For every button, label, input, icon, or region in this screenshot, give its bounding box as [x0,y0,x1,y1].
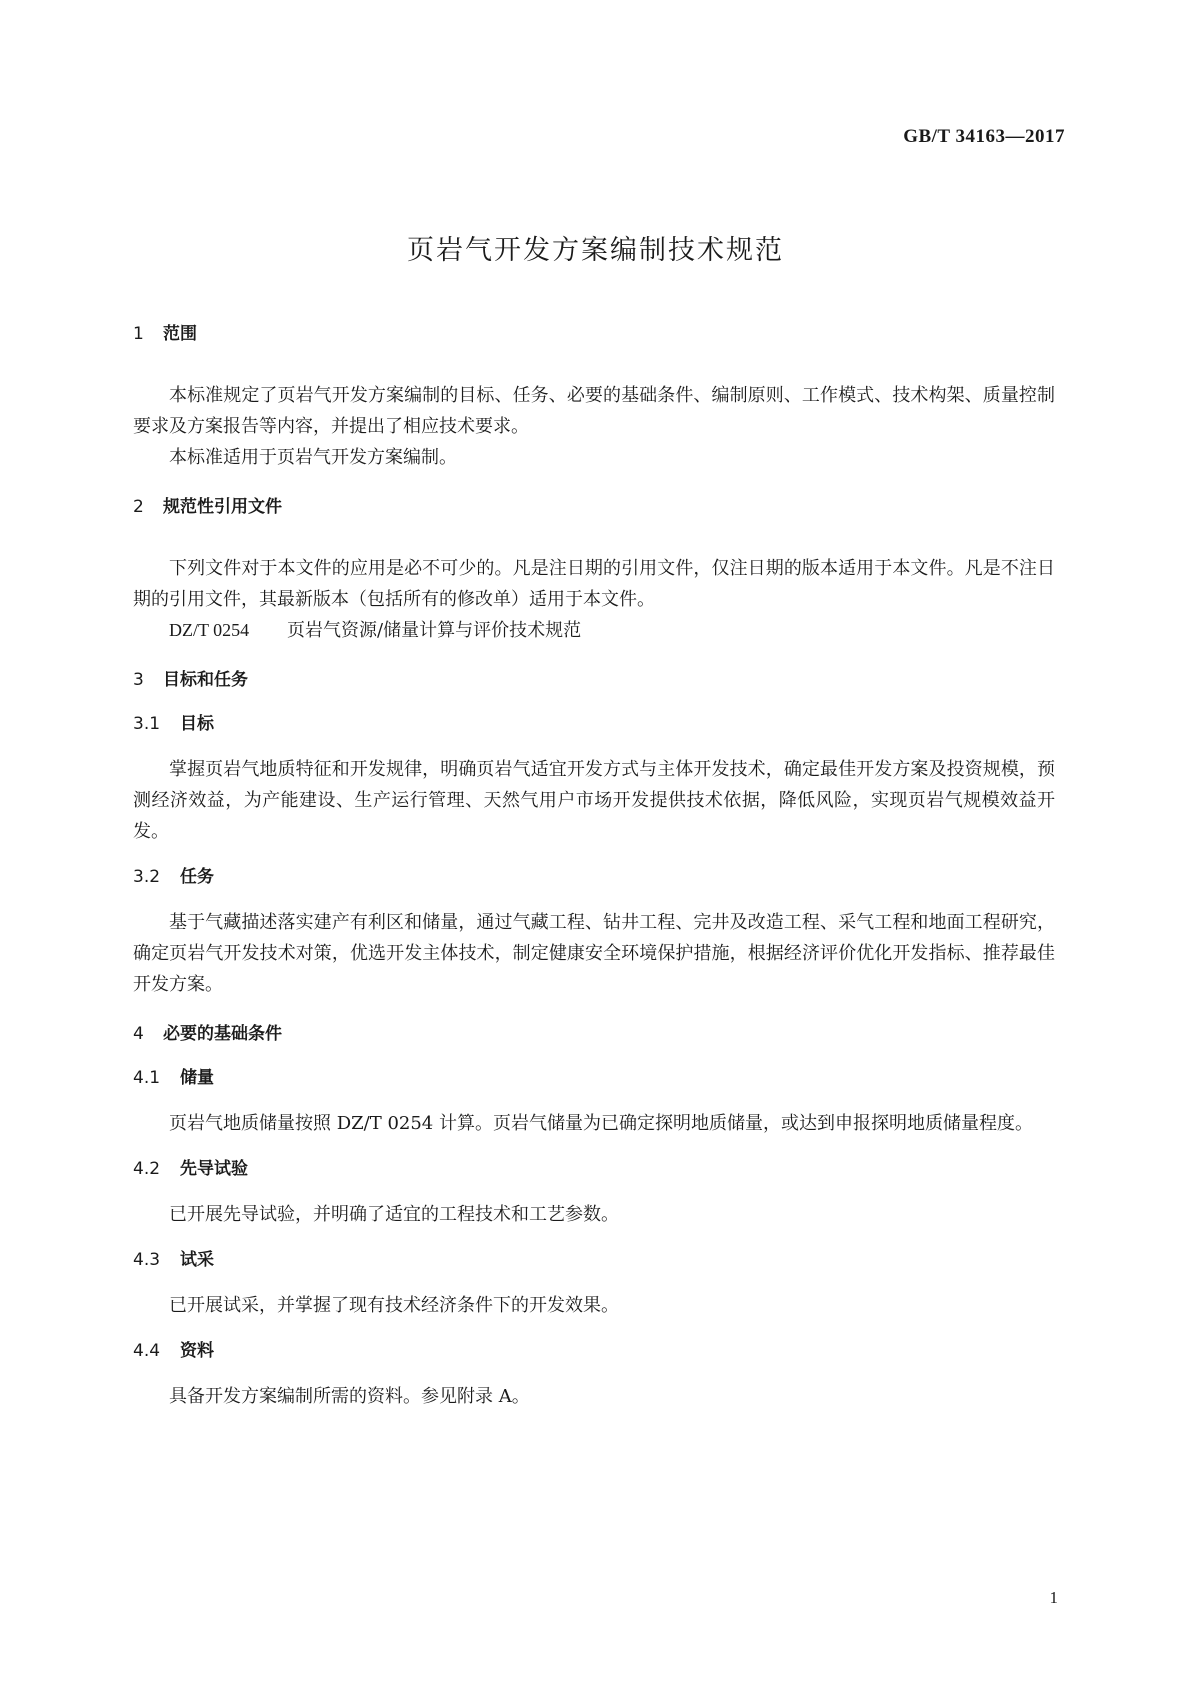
document-body [133,322,1055,1412]
paragraph: 下列文件对于本文件的应用是必不可少的。凡是注日期的引用文件，仅注日期的版本适用于本文件。凡是不注日期的引用文件，其最新版本（包括所有的修改单）适用于本文件。 [133,558,1055,610]
section-4-heading [133,1022,1055,1046]
reference-title: 页岩气资源/储量计算与评价技术规范 [287,620,582,641]
subsection-title: 试采 [180,1250,214,1270]
paragraph: 本标准适用于页岩气开发方案编制。 [169,447,457,468]
section-title: 范围 [163,324,197,344]
paragraph: 已开展试采，并掌握了现有技术经济条件下的开发效果。 [169,1295,619,1316]
subsection-number: 4.2 [133,1159,161,1179]
subsection-number: 4.3 [133,1250,161,1270]
section-title: 规范性引用文件 [163,497,282,517]
section-number: 3 [133,670,144,690]
section-number: 1 [133,324,144,344]
subsection-4-3-heading [133,1248,1055,1272]
subsection-title: 储量 [180,1068,214,1088]
subsection-number: 3.1 [133,714,161,734]
section-title: 目标和任务 [163,670,248,690]
normative-reference [133,615,1055,646]
paragraph: 具备开发方案编制所需的资料。参见附录 A。 [169,1386,530,1407]
standard-code: GB/T 34163—2017 [903,126,1065,147]
section-number: 4 [133,1024,144,1044]
page-number: 1 [1049,1588,1058,1607]
document-title: 页岩气开发方案编制技术规范 [407,235,784,266]
subsection-3-2-heading [133,865,1055,889]
paragraph: 基于气藏描述落实建产有利区和储量，通过气藏工程、钻井工程、完井及改造工程、采气工程和地面工程研究，确定页岩气开发技术对策，优选开发主体技术，制定健康安全环境保护措施，根据经济评价优化开发指标、推荐最佳开发方案。 [133,912,1055,995]
paragraph: 页岩气地质储量按照 DZ/T 0254 计算。页岩气储量为已确定探明地质储量，或达到申报探明地质储量程度。 [169,1113,1033,1134]
paragraph: 掌握页岩气地质特征和开发规律，明确页岩气适宜开发方式与主体开发技术，确定最佳开发方案及投资规模，预测经济效益，为产能建设、生产运行管理、天然气用户市场开发提供技术依据，降低风险，实现页岩气规模效益开发。 [133,759,1055,842]
subsection-4-1-heading [133,1066,1055,1090]
subsection-number: 3.2 [133,867,161,887]
section-1-heading [133,322,1055,346]
reference-code: DZ/T 0254 [169,620,250,640]
subsection-3-1-heading [133,712,1055,736]
subsection-4-4-heading [133,1339,1055,1363]
subsection-title: 先导试验 [180,1159,248,1179]
subsection-title: 资料 [180,1341,214,1361]
subsection-title: 目标 [180,714,214,734]
paragraph: 本标准规定了页岩气开发方案编制的目标、任务、必要的基础条件、编制原则、工作模式、技术构架、质量控制要求及方案报告等内容，并提出了相应技术要求。 [133,385,1055,437]
subsection-4-2-heading [133,1157,1055,1181]
subsection-number: 4.1 [133,1068,161,1088]
section-3-heading [133,668,1055,692]
subsection-title: 任务 [180,867,214,887]
section-number: 2 [133,497,144,517]
section-title: 必要的基础条件 [163,1024,282,1044]
section-2-heading [133,495,1055,519]
subsection-number: 4.4 [133,1341,161,1361]
paragraph: 已开展先导试验，并明确了适宜的工程技术和工艺参数。 [169,1204,619,1225]
